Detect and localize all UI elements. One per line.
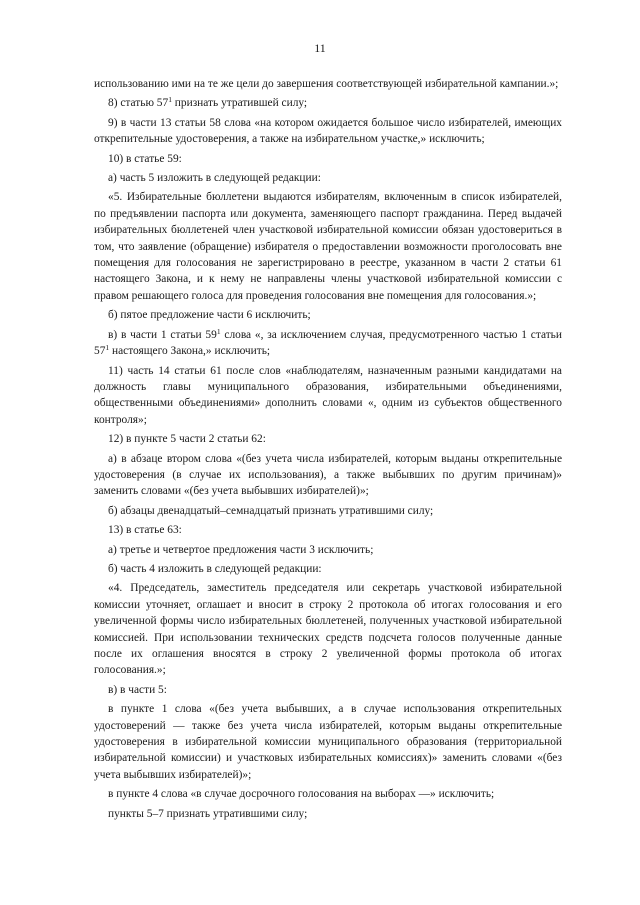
paragraph: «4. Председатель, заместитель председателя или секретарь участковой избирательной комиссии уточняет, оглашает и вносит в строку 2 протокола об итогах голосования и его увеличенной формы число избирательных бюллетеней, полученных участковой избирательной комиссией. При использовании технических средств подсчета голосов полученные данные после их оглашения вносятся в строку 2 увеличенной формы протокола об итогах голосования.»; bbox=[94, 582, 562, 677]
paragraph: 11) часть 14 статьи 61 после слов «наблюдателям, назначенным разными кандидатами на должность главы муниципального образования, избирательными объединениями, общественными объединениями» дополнить словами «, одним из субъектов общественного контроля»; bbox=[94, 364, 562, 426]
paragraph: 12) в пункте 5 части 2 статьи 62: bbox=[108, 433, 266, 446]
paragraph: в пункте 1 слова «(без учета выбывших, а в случае использования открепительных удостоверений — также без учета числа избирателей, которым выданы открепительные удостоверения в избирательной комиссии муниципального образования (территориальной избирательной комиссии) и участковых избирательных комиссиях)» заменить словами «(без учета выбывших избирателей)»; bbox=[94, 703, 562, 781]
paragraph: 13) в статье 63: bbox=[108, 524, 182, 537]
page-number: 11 bbox=[314, 41, 326, 55]
paragraph: «5. Избирательные бюллетени выдаются избирателям, включенным в список избирателей, по предъявлении паспорта или документа, заменяющего паспорт гражданина. Перед выдачей избирательных бюллетеней член участковой избирательной комиссии обязан удостовериться в том, что заявление (обращение) избирателя о предоставлении возможности проголосовать вне помещения для голосования не зарегистрировано в реестре, указанном в части 2 статьи 61 настоящего Закона, и к нему не направлены члены участковой избирательной комиссии с правом решающего голоса для проведения голосования вне помещения для голосования.»; bbox=[94, 191, 562, 302]
paragraph: б) пятое предложение части 6 исключить; bbox=[108, 309, 311, 322]
paragraph: в пункте 4 слова «в случае досрочного голосования на выборах —» исключить; bbox=[108, 788, 495, 801]
paragraph: а) часть 5 изложить в следующей редакции: bbox=[108, 172, 321, 185]
paragraph: в) в части 1 статьи $59^1$ слова «, за исключением случая, предусмотренного частью 1 статьи $57^1$ настоящего Закона,» исключить; bbox=[94, 326, 562, 358]
paragraph: 10) в статье 59: bbox=[108, 152, 182, 165]
paragraph: а) в абзаце втором слова «(без учета числа избирателей, которым выданы открепительные удостоверения (в случае их использования), а также выбывших по другим причинам)» заменить словами «(без учета выбывших избирателей)»; bbox=[94, 452, 562, 498]
paragraph: 8) статью $57^1$ признать утратившей силу; bbox=[108, 95, 308, 110]
paragraph: пункты 5–7 признать утратившими силу; bbox=[108, 807, 308, 820]
paragraph: в) в части 5: bbox=[108, 683, 167, 696]
paragraph: использованию ими на те же цели до завершения соответствующей избирательной кампании.»; bbox=[94, 78, 559, 90]
paragraph: б) абзацы двенадцатый–семнадцатый признать утратившими силу; bbox=[108, 504, 434, 517]
paragraph: 9) в части 13 статьи 58 слова «на котором ожидается большое число избирателей, имеющих открепительные удостоверения, а также на избирательном участке,» исключить; bbox=[94, 116, 562, 146]
paragraph: б) часть 4 изложить в следующей редакции: bbox=[108, 562, 322, 575]
document-body bbox=[94, 76, 562, 822]
paragraph: а) третье и четвертое предложения части 3 исключить; bbox=[108, 543, 374, 556]
